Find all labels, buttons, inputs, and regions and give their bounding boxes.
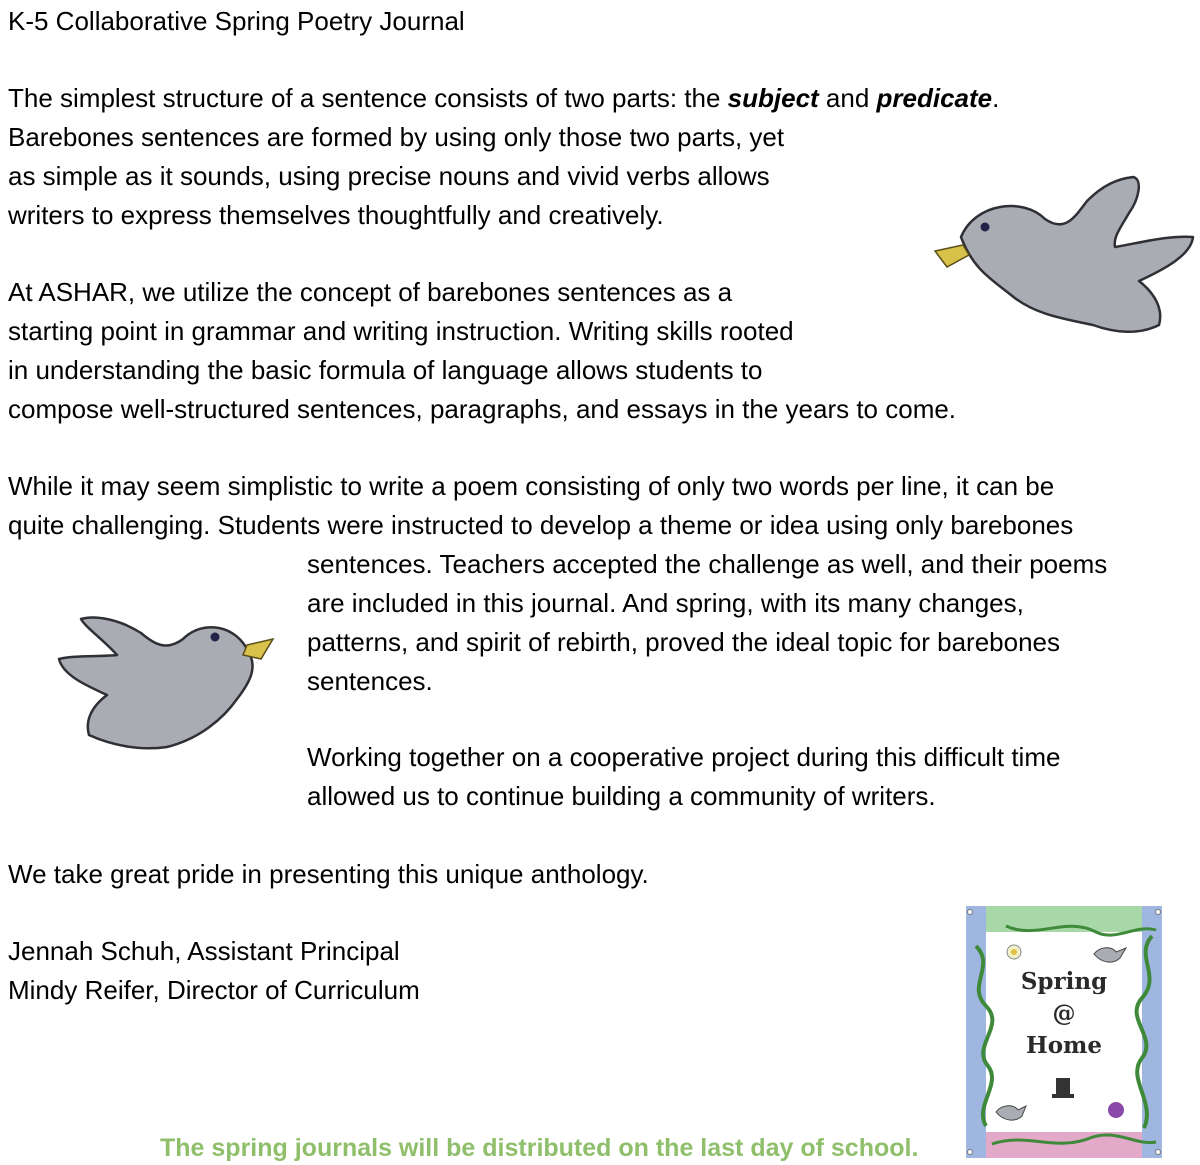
intro-paragraph — [8, 79, 999, 235]
paragraph-line: starting point in grammar and writing instruction. Writing skills rooted — [8, 316, 794, 346]
paragraph-line: sentences. — [307, 666, 433, 696]
term-subject: subject — [727, 83, 819, 113]
cover-title-line-2: @ — [1052, 1000, 1076, 1027]
term-predicate: predicate — [876, 83, 993, 113]
ashar-paragraph — [8, 273, 956, 429]
paragraph-line: sentences. Teachers accepted the challenge as well, and their poems — [307, 549, 1108, 579]
page-title: K-5 Collaborative Spring Poetry Journal — [8, 6, 465, 36]
signatures — [8, 932, 420, 1010]
challenge-paragraph — [8, 467, 1073, 545]
paragraph-line: are included in this journal. And spring, with its many changes, — [307, 588, 1024, 618]
signature-line: Jennah Schuh, Assistant Principal — [8, 936, 400, 966]
cover-title-line-1: Spring — [1020, 968, 1108, 995]
intro-line-1: The simplest structure of a sentence consists of two parts: the subject and predicate. — [8, 83, 1000, 113]
dove-illustration — [925, 175, 1197, 345]
paragraph-line: Working together on a cooperative project during this difficult time — [307, 742, 1061, 772]
paragraph-line: quite challenging. Students were instructed to develop a theme or idea using only barebones — [8, 510, 1074, 540]
dove-illustration — [55, 605, 280, 765]
paragraph-line: At ASHAR, we utilize the concept of barebones sentences as a — [8, 277, 733, 307]
challenge-paragraph-indented — [307, 545, 1107, 701]
journal-cover-image — [966, 906, 1162, 1158]
signature-line: Mindy Reifer, Director of Curriculum — [8, 975, 420, 1005]
pride-paragraph: We take great pride in presenting this unique anthology. — [8, 859, 649, 889]
intro-line-3: as simple as it sounds, using precise nouns and vivid verbs allows — [8, 161, 770, 191]
paragraph-line: allowed us to continue building a community of writers. — [307, 781, 936, 811]
distribution-note: The spring journals will be distributed on the last day of school. — [160, 1134, 919, 1162]
paragraph-line: patterns, and spirit of rebirth, proved the ideal topic for barebones — [307, 627, 1060, 657]
community-paragraph — [307, 738, 1060, 816]
cover-title-line-3: Home — [1025, 1032, 1103, 1059]
paragraph-line: compose well-structured sentences, paragraphs, and essays in the years to come. — [8, 394, 957, 424]
paragraph-line: in understanding the basic formula of language allows students to — [8, 355, 763, 385]
paragraph-line: While it may seem simplistic to write a poem consisting of only two words per line, it can be — [8, 471, 1055, 501]
intro-line-4: writers to express themselves thoughtfully and creatively. — [8, 200, 664, 230]
intro-line-2: Barebones sentences are formed by using only those two parts, yet — [8, 122, 785, 152]
